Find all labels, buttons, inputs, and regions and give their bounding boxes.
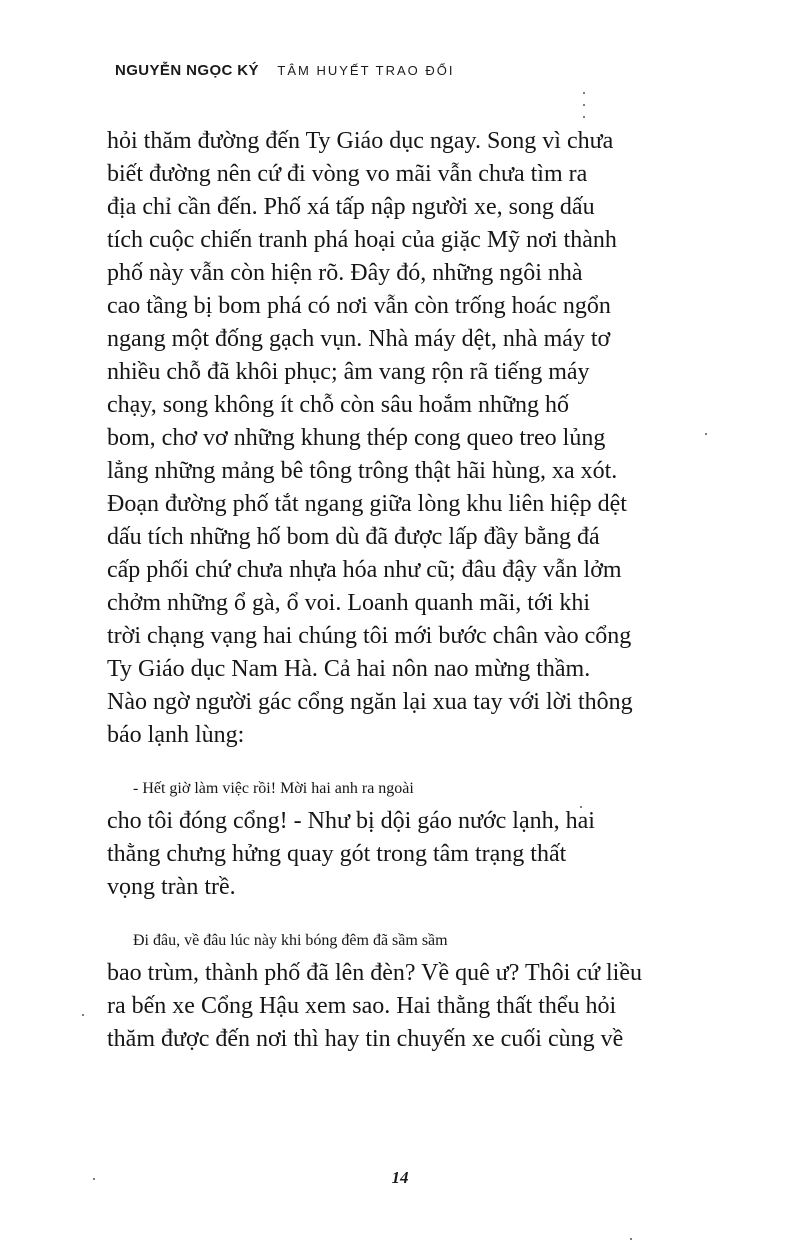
text-line: Nào ngờ người gác cổng ngăn lại xua tay với lời thông bbox=[107, 689, 633, 715]
text-line: vọng tràn trề. bbox=[107, 874, 236, 900]
text-line: trời chạng vạng hai chúng tôi mới bước chân vào cổng bbox=[107, 623, 632, 649]
text-line: chởm những ổ gà, ổ voi. Loanh quanh mãi, tới khi bbox=[107, 590, 590, 616]
text-line: thăm được đến nơi thì hay tin chuyến xe cuối cùng về bbox=[107, 1026, 624, 1052]
text-line: phố này vẫn còn hiện rõ. Đây đó, những ngôi nhà bbox=[107, 260, 583, 286]
page-number: 14 bbox=[391, 1168, 409, 1187]
text-line: ngang một đống gạch vụn. Nhà máy dệt, nhà máy tơ bbox=[107, 326, 611, 352]
text-line: hỏi thăm đường đến Ty Giáo dục ngay. Song vì chưa bbox=[107, 128, 614, 154]
scan-speck bbox=[583, 116, 585, 118]
paragraph bbox=[107, 125, 701, 752]
text-line: bom, chơ vơ những khung thép cong queo treo lủng bbox=[107, 425, 606, 451]
text-line: Ty Giáo dục Nam Hà. Cả hai nôn nao mừng thầm. bbox=[107, 656, 591, 682]
scan-speck bbox=[580, 806, 582, 808]
text-line: cao tầng bị bom phá có nơi vẫn còn trống hoác ngổn bbox=[107, 293, 611, 319]
text-line: lẳng những mảng bê tông trông thật hãi hùng, xa xót. bbox=[107, 458, 618, 484]
header-book-title: TÂM HUYẾT TRAO ĐỔI bbox=[277, 63, 455, 78]
scan-speck bbox=[705, 433, 707, 435]
text-line: Đi đâu, về đâu lúc này khi bóng đêm đã sầm sầm bbox=[133, 932, 448, 949]
text-line: Đoạn đường phố tắt ngang giữa lòng khu liên hiệp dệt bbox=[107, 491, 627, 517]
scan-speck bbox=[82, 1014, 84, 1016]
header-author: NGUYỄN NGỌC KÝ bbox=[115, 62, 259, 79]
text-line: ra bến xe Cổng Hậu xem sao. Hai thằng thất thểu hỏi bbox=[107, 993, 617, 1019]
paragraph bbox=[107, 924, 701, 1056]
text-line: tích cuộc chiến tranh phá hoại của giặc Mỹ nơi thành bbox=[107, 227, 617, 253]
text-line: - Hết giờ làm việc rồi! Mời hai anh ra ngoài bbox=[133, 780, 414, 797]
text-line: báo lạnh lùng: bbox=[107, 722, 245, 748]
text-line: biết đường nên cứ đi vòng vo mãi vẫn chưa tìm ra bbox=[107, 161, 588, 187]
body-text bbox=[107, 125, 701, 1056]
running-header bbox=[115, 62, 455, 80]
text-line: nhiều chỗ đã khôi phục; âm vang rộn rã tiếng máy bbox=[107, 359, 590, 385]
text-line: chạy, song không ít chỗ còn sâu hoắm những hố bbox=[107, 392, 570, 418]
paragraph bbox=[107, 772, 701, 904]
text-line: địa chỉ cần đến. Phố xá tấp nập người xe, song dấu bbox=[107, 194, 595, 220]
scan-speck bbox=[583, 92, 585, 94]
text-line: cấp phối chứ chưa nhựa hóa như cũ; đâu đậy vẫn lởm bbox=[107, 557, 622, 583]
scan-speck bbox=[93, 1178, 95, 1180]
text-line: bao trùm, thành phố đã lên đèn? Về quê ư? Thôi cứ liều bbox=[107, 960, 642, 986]
scan-speck bbox=[630, 1238, 632, 1240]
text-line: cho tôi đóng cổng! - Như bị dội gáo nước lạnh, hai bbox=[107, 808, 595, 834]
text-line: dấu tích những hố bom dù đã được lấp đầy bằng đá bbox=[107, 524, 600, 550]
text-line: thằng chưng hửng quay gót trong tâm trạng thất bbox=[107, 841, 567, 867]
scan-speck bbox=[583, 104, 585, 106]
